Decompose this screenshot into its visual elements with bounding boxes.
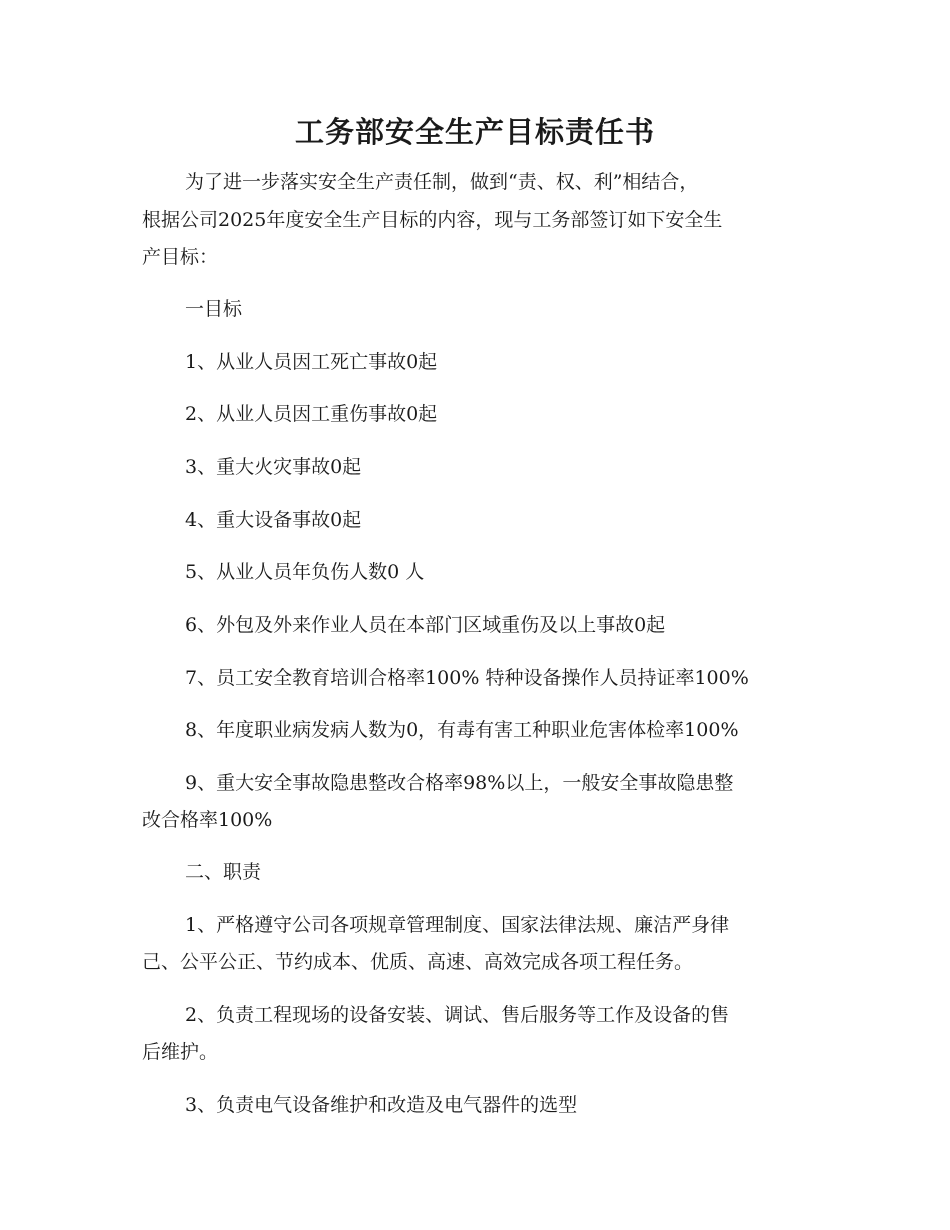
goal-item-5: 5、从业人员年负伤人数0 人: [185, 561, 425, 583]
intro-line-2: 根据公司2025年度安全生产目标的内容，现与工务部签订如下安全生: [142, 209, 723, 231]
goal-item-3: 3、重大火灾事故0起: [185, 456, 362, 478]
section-heading-duties: 二、职责: [185, 861, 262, 883]
duty-1-line-2: 己、公平公正、节约成本、优质、高速、高效完成各项工程任务。: [142, 951, 694, 973]
intro-line-1: 为了进一步落实安全生产责任制，做到“责、权、利”相结合，: [185, 171, 699, 193]
goal-item-1: 1、从业人员因工死亡事故0起: [185, 351, 438, 373]
goal-item-2: 2、从业人员因工重伤事故0起: [185, 403, 438, 425]
duty-3: 3、负责电气设备维护和改造及电气器件的选型: [185, 1094, 578, 1116]
goal-item-9-line-1: 9、重大安全事故隐患整改合格率98%以上，一般安全事故隐患整: [185, 772, 734, 794]
intro-line-3: 产目标：: [142, 246, 219, 268]
duty-2-line-1: 2、负责工程现场的设备安装、调试、售后服务等工作及设备的售: [185, 1004, 730, 1026]
goal-item-7: 7、员工安全教育培训合格率100% 特种设备操作人员持证率100%: [185, 667, 749, 689]
goal-item-4: 4、重大设备事故0起: [185, 509, 362, 531]
goal-item-9-line-2: 改合格率100%: [142, 809, 273, 831]
document-title: 工务部安全生产目标责任书: [294, 115, 655, 149]
duty-2-line-2: 后维护。: [142, 1041, 219, 1063]
goal-item-8: 8、年度职业病发病人数为0，有毒有害工种职业危害体检率100%: [185, 719, 739, 741]
section-heading-goals: 一目标: [185, 298, 243, 320]
goal-item-6: 6、外包及外来作业人员在本部门区域重伤及以上事故0起: [185, 614, 666, 636]
duty-1-line-1: 1、严格遵守公司各项规章管理制度、国家法律法规、廉洁严身律: [185, 914, 730, 936]
